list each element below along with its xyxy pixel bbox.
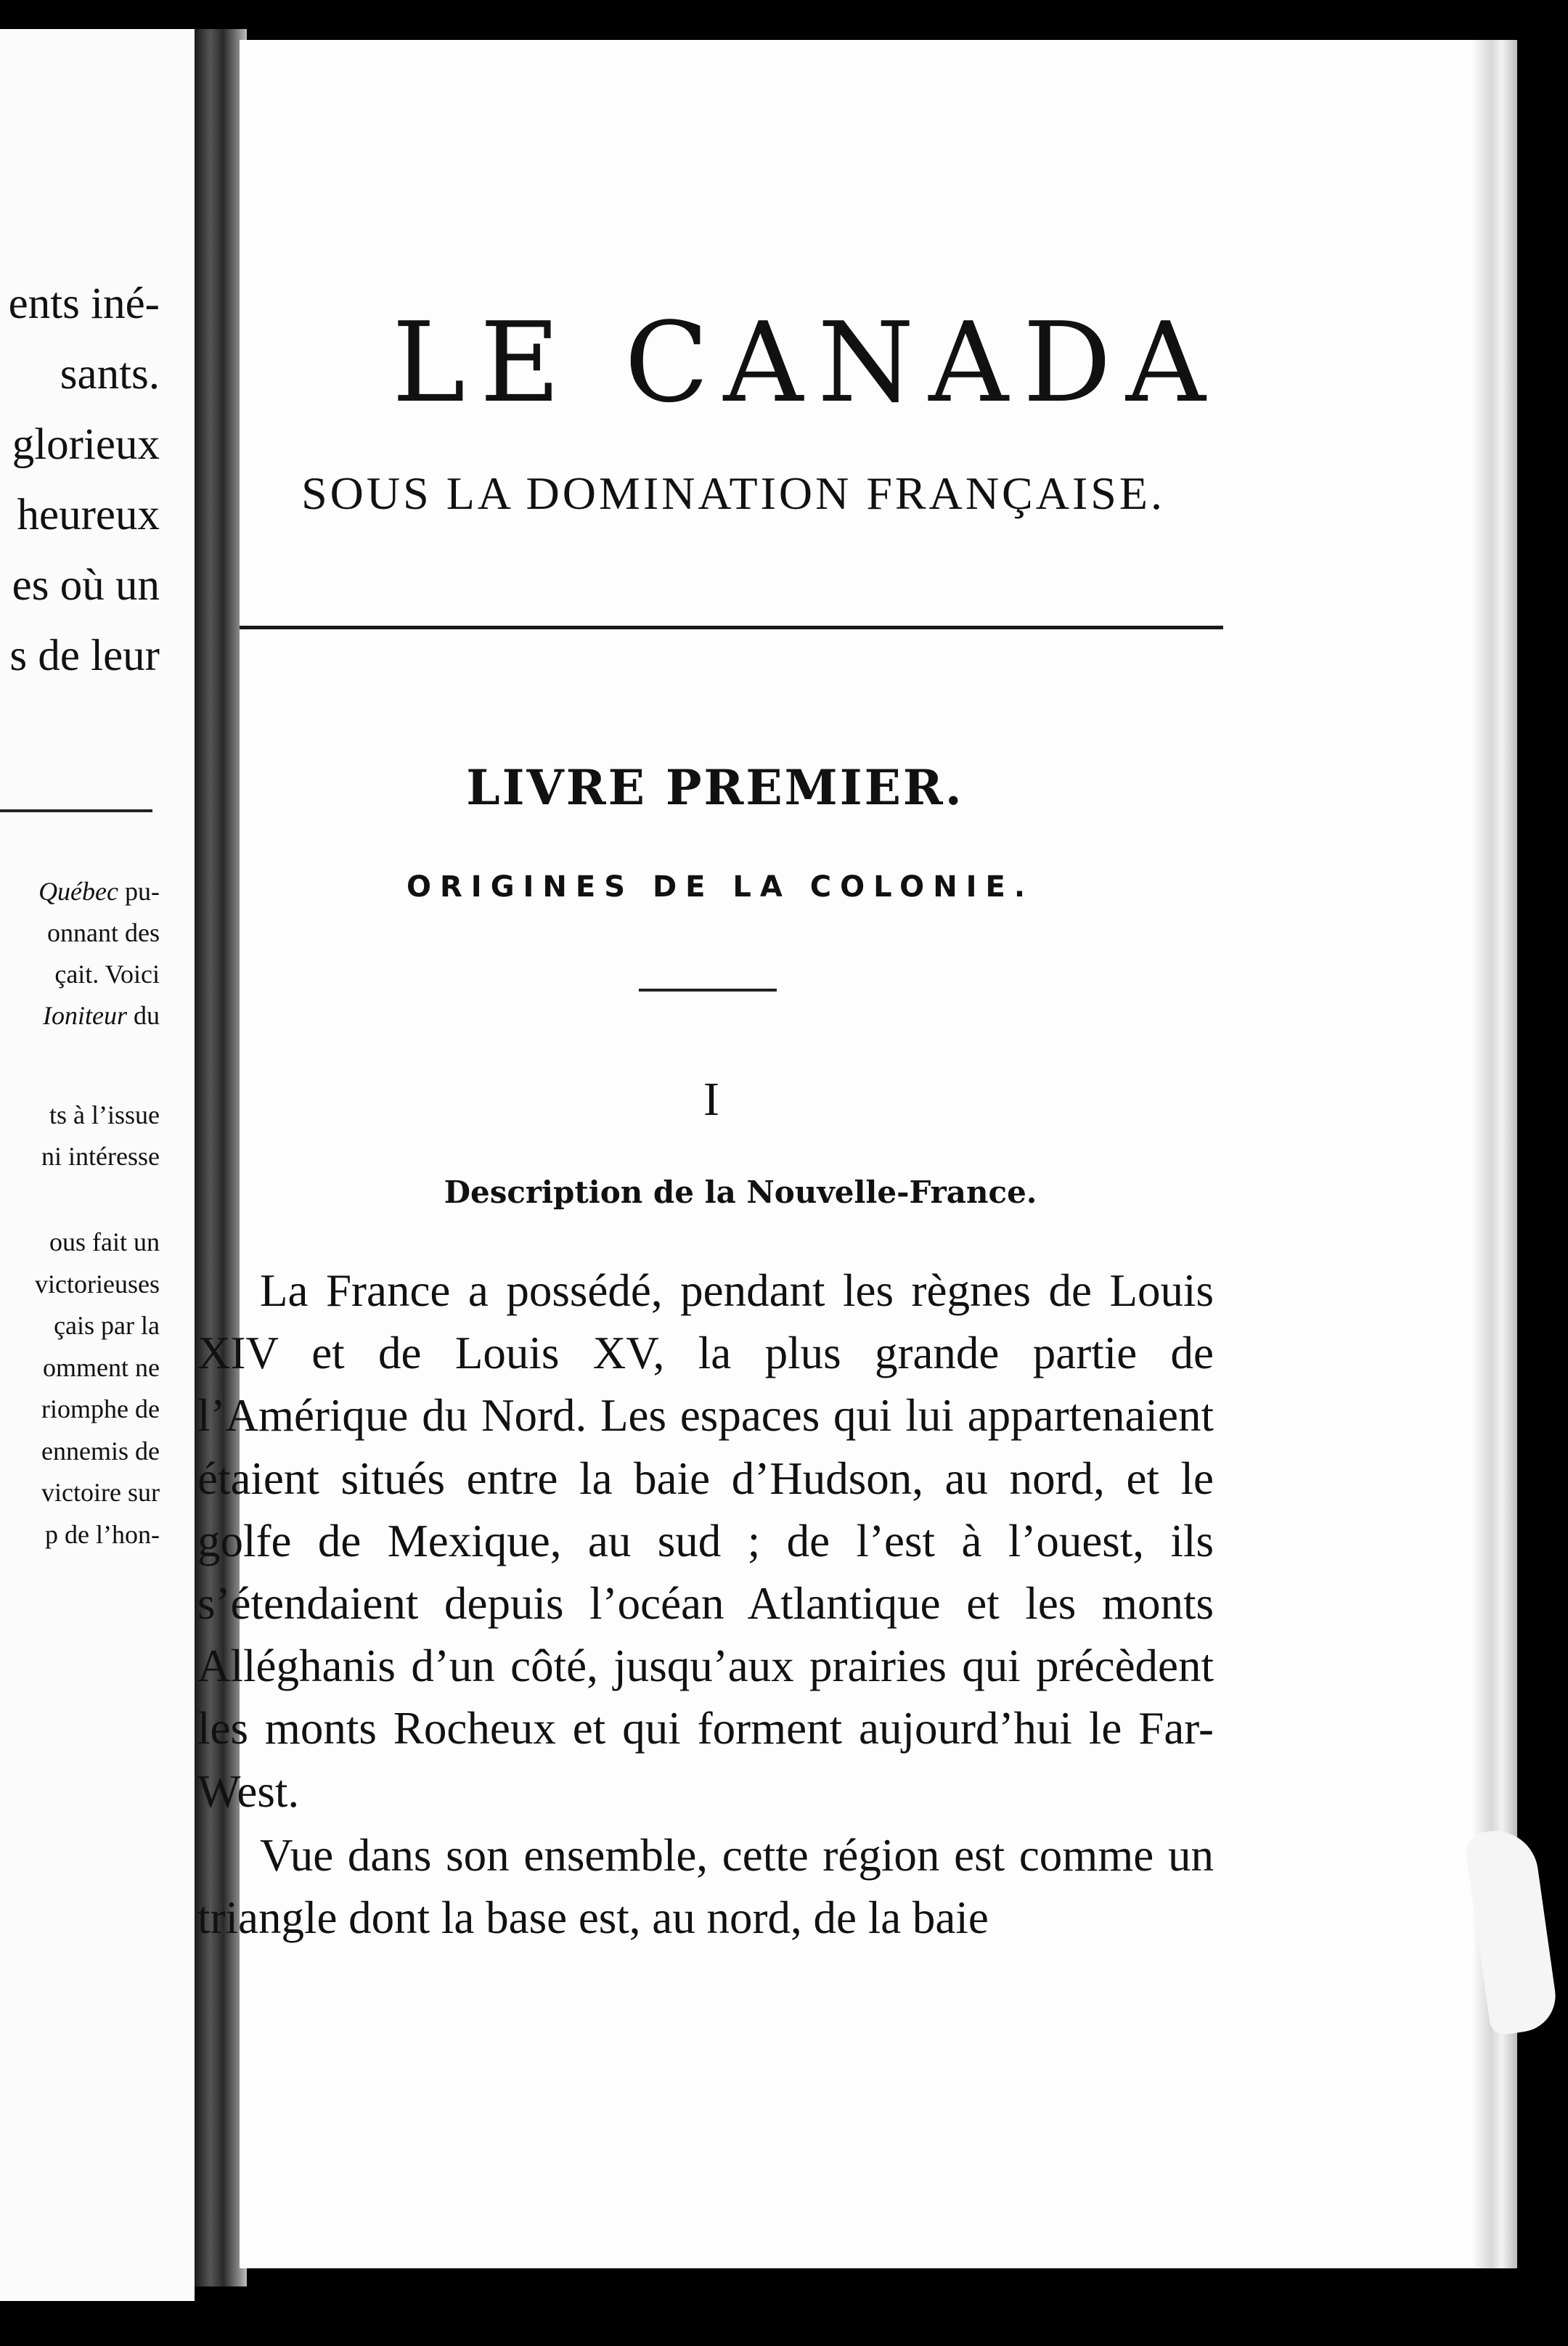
left-page-line: victorieuses (35, 1269, 160, 1299)
paragraph: La France a possédé, pendant les règnes de Louis XIV et de Louis XV, la plus grande partie de l’Amérique du Nord. Les espaces qui lui appartenaient étaient situés entre la baie d’Hudson, au nord, et le golfe de Mexique, au sud ; de l’est à l’ouest, ils s’étendaient depuis l’océan Atlantique et les monts Alléghanis d’un côté, jusqu’aux prairies qui précèdent les monts Rocheux et qui forment aujourd’hui le Far-West. (197, 1265, 1214, 1817)
left-page-line-fragment: Ioniteur (43, 1001, 127, 1030)
book-part-label: LIVRE PREMIER. (466, 759, 964, 816)
left-page-line: victoire sur (41, 1478, 160, 1507)
left-page-line: ni intéresse (41, 1142, 160, 1171)
left-page-line (38, 912, 160, 954)
left-page-line: glorieux (12, 420, 160, 469)
left-page-line: ts à l’issue (49, 1100, 160, 1129)
left-page-line-fragment: du (127, 1001, 160, 1030)
paragraph: Vue dans son ensemble, cette région est comme un triangle dont la base est, au nord, de la baie (197, 1829, 1214, 1944)
left-page-body-text (9, 269, 160, 691)
left-page-line: sants. (60, 350, 160, 399)
body-text (197, 1259, 1214, 1949)
left-page-footnote-block-2 (41, 1095, 160, 1177)
left-page-line (38, 995, 160, 1037)
left-page-line: omment ne (43, 1352, 160, 1382)
book-subtitle: SOUS LA DOMINATION FRANÇAISE. (301, 467, 1165, 519)
left-page-footnote-rule (0, 809, 152, 812)
chapter-number: I (703, 1073, 719, 1126)
left-page-line: çais par la (54, 1311, 160, 1340)
left-page-line-fragment: onnant des (47, 918, 160, 947)
left-page-line: riomphe de (41, 1394, 160, 1423)
left-page-line: ennemis de (41, 1436, 160, 1466)
left-page-line (38, 871, 160, 912)
left-page-line: heureux (17, 491, 160, 539)
left-page-footnote-block-1 (38, 871, 160, 1037)
left-page-line (38, 954, 160, 995)
left-page-line: s de leur (9, 632, 160, 680)
left-page-line-fragment: pu- (118, 877, 160, 906)
left-page-line-fragment: çait. Voici (54, 960, 160, 989)
book-part-heading: ORIGINES DE LA COLONIE. (407, 870, 1034, 904)
left-facing-page (0, 29, 195, 2301)
section-rule (639, 989, 777, 992)
left-page-line: ents iné- (8, 279, 160, 328)
title-rule (240, 626, 1223, 629)
left-page-line-fragment: Québec (38, 877, 118, 906)
book-title: LE CANADA (392, 298, 1220, 427)
left-page-line: p de l’hon- (45, 1519, 160, 1549)
left-page-line: ous fait un (49, 1227, 160, 1256)
left-page-footnote-block-3 (35, 1222, 160, 1556)
left-page-line: es où un (12, 561, 160, 610)
chapter-title: Description de la Nouvelle-France. (444, 1174, 1037, 1210)
